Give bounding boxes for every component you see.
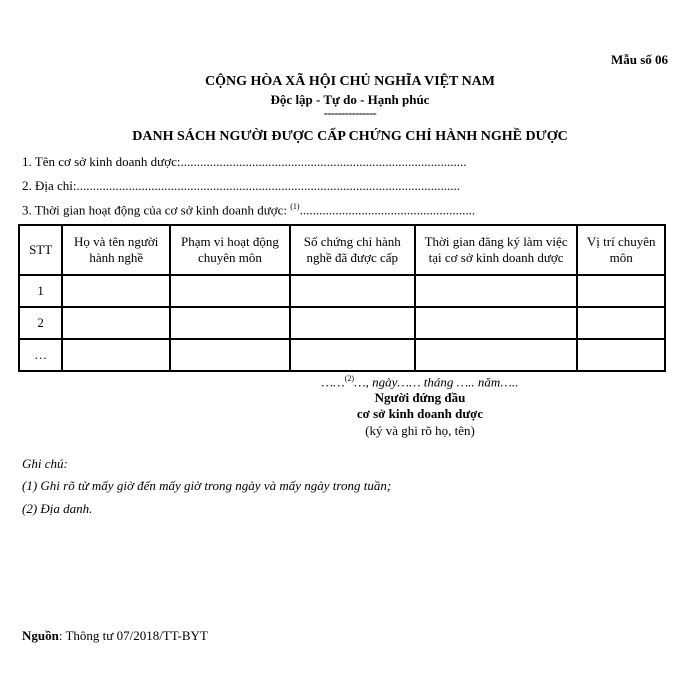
footnote-ref: (2)	[344, 374, 355, 383]
table-cell	[62, 275, 170, 307]
field-label: 1. Tên cơ sở kinh doanh dược:	[22, 154, 181, 169]
field-label: 3. Thời gian hoạt động của cơ sở kinh doanh dược:	[22, 202, 291, 218]
signature-date-line	[230, 374, 610, 390]
table-cell	[415, 339, 578, 371]
footnote-ref: (1)	[290, 202, 300, 211]
table-cell-stt: 1	[19, 275, 62, 307]
table-cell	[290, 339, 415, 371]
note-item: (1) Ghi rõ từ mấy giờ đến mấy giờ trong ngày và mấy ngày trong tuần;	[22, 478, 392, 493]
table-cell	[170, 307, 290, 339]
table-cell	[62, 307, 170, 339]
table-cell	[577, 275, 665, 307]
table-cell	[170, 275, 290, 307]
field-fill-line: ......................................................	[299, 202, 476, 218]
signer-title-line1: Người đứng đầu	[374, 390, 466, 405]
source-citation	[22, 628, 208, 644]
table-row	[19, 275, 665, 307]
field-business-name	[22, 154, 467, 170]
column-header-stt: STT	[19, 225, 62, 275]
signer-title-line2: cơ sở kinh doanh dược	[356, 406, 484, 421]
signer-instruction: (ký và ghi rõ họ, tên)	[365, 423, 475, 438]
table-row	[19, 307, 665, 339]
source-text: : Thông tư 07/2018/TT-BYT	[58, 628, 208, 643]
field-fill-line: ......................................................................................................................	[76, 178, 461, 193]
column-header-certificate-number: Số chứng chỉ hành nghề đã được cấp	[290, 225, 415, 275]
date-text: …, ngày…… tháng ….. năm…..	[354, 374, 519, 390]
table-header-row	[19, 225, 665, 275]
note-item: (2) Địa danh.	[22, 501, 93, 516]
table-cell-stt: …	[19, 339, 62, 371]
column-header-position: Vị trí chuyên môn	[577, 225, 665, 275]
table-cell	[170, 339, 290, 371]
field-address	[22, 178, 460, 194]
table-cell	[415, 307, 578, 339]
column-header-work-period: Thời gian đăng ký làm việc tại cơ sở kinh doanh dược	[415, 225, 578, 275]
field-label: 2. Địa chỉ:	[22, 178, 77, 193]
form-number: Mẫu số 06	[610, 52, 668, 67]
table-cell	[577, 307, 665, 339]
table-cell	[577, 339, 665, 371]
source-label: Nguồn	[22, 628, 59, 643]
table-cell	[290, 275, 415, 307]
document-title: DANH SÁCH NGƯỜI ĐƯỢC CẤP CHỨNG CHỈ HÀNH NGHỀ DƯỢC	[132, 129, 568, 144]
date-prefix: ……	[321, 374, 345, 390]
national-motto: Độc lập - Tự do - Hạnh phúc	[270, 92, 430, 107]
national-title: CỘNG HÒA XÃ HỘI CHỦ NGHĨA VIỆT NAM	[204, 74, 495, 89]
notes-heading: Ghi chú:	[22, 456, 68, 471]
table-cell	[62, 339, 170, 371]
table-row	[19, 339, 665, 371]
field-operating-hours	[22, 202, 475, 218]
practitioner-table	[18, 224, 666, 372]
column-header-scope: Phạm vi hoạt động chuyên môn	[170, 225, 290, 275]
field-fill-line: ........................................................................................	[180, 154, 467, 169]
column-header-name: Họ và tên người hành nghề	[62, 225, 170, 275]
table-cell	[415, 275, 578, 307]
table-cell-stt: 2	[19, 307, 62, 339]
table-cell	[290, 307, 415, 339]
divider-rule: ---------------	[323, 106, 377, 120]
